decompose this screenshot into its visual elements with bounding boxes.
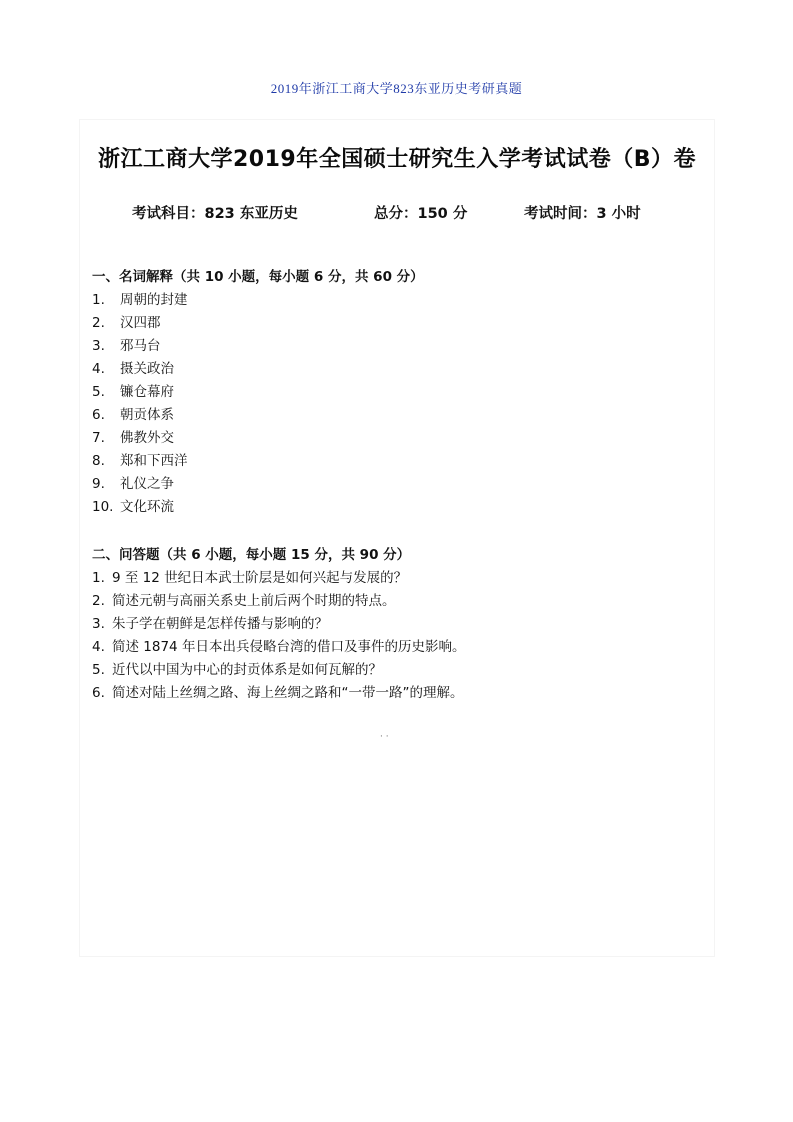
section-term-definitions bbox=[92, 266, 702, 519]
list-item bbox=[92, 636, 702, 659]
section-heading: 二、问答题（共 6 小题，每小题 15 分，共 90 分） bbox=[92, 547, 411, 563]
item-text: 简述 1874 年日本出兵侵略台湾的借口及事件的历史影响。 bbox=[112, 639, 466, 655]
item-text: 邪马台 bbox=[120, 338, 161, 354]
item-number: 2. bbox=[92, 593, 105, 609]
item-text: 文化环流 bbox=[120, 499, 174, 515]
item-number: 10. bbox=[92, 499, 114, 515]
list-item bbox=[92, 567, 702, 590]
item-text: 汉四郡 bbox=[120, 315, 161, 331]
item-text: 佛教外交 bbox=[120, 430, 174, 446]
item-number: 3. bbox=[92, 338, 105, 354]
list-item bbox=[92, 381, 702, 404]
item-number: 8. bbox=[92, 453, 105, 469]
item-text: 朱子学在朝鲜是怎样传播与影响的？ bbox=[112, 616, 328, 632]
exam-time: 考试时间：3 小时 bbox=[524, 206, 641, 222]
item-number: 6. bbox=[92, 407, 105, 423]
exam-subject: 考试科目：823 东亚历史 bbox=[132, 206, 298, 222]
item-number: 2. bbox=[92, 315, 105, 331]
item-number: 5. bbox=[92, 662, 105, 678]
list-item bbox=[92, 473, 702, 496]
item-number: 1. bbox=[92, 292, 105, 308]
item-text: 周朝的封建 bbox=[120, 292, 188, 308]
item-text: 简述对陆上丝绸之路、海上丝绸之路和“一带一路”的理解。 bbox=[112, 685, 464, 701]
list-item bbox=[92, 289, 702, 312]
list-item bbox=[92, 358, 702, 381]
item-number: 3. bbox=[92, 616, 105, 632]
list-item bbox=[92, 404, 702, 427]
section-heading: 一、名词解释（共 10 小题，每小题 6 分，共 60 分） bbox=[92, 269, 424, 285]
exam-title: 浙江工商大学2019年全国硕士研究生入学考试试卷（B）卷 bbox=[97, 147, 696, 172]
item-number: 5. bbox=[92, 384, 105, 400]
exam-paper-scan bbox=[80, 120, 714, 956]
item-text: 镰仓幕府 bbox=[120, 384, 174, 400]
item-number: 4. bbox=[92, 361, 105, 377]
item-number: 9. bbox=[92, 476, 105, 492]
item-number: 1. bbox=[92, 570, 105, 586]
item-text: 近代以中国为中心的封贡体系是如何瓦解的？ bbox=[112, 662, 382, 678]
list-item bbox=[92, 312, 702, 335]
item-text: 摄关政治 bbox=[120, 361, 174, 377]
list-item bbox=[92, 682, 702, 705]
list-item bbox=[92, 496, 702, 519]
list-item bbox=[92, 427, 702, 450]
scan-specks: · · bbox=[380, 732, 389, 742]
item-number: 7. bbox=[92, 430, 105, 446]
list-item bbox=[92, 659, 702, 682]
list-item bbox=[92, 590, 702, 613]
exam-total-score: 总分：150 分 bbox=[374, 206, 468, 222]
item-text: 朝贡体系 bbox=[120, 407, 174, 423]
item-text: 礼仪之争 bbox=[120, 476, 174, 492]
list-item bbox=[92, 613, 702, 636]
page-header-title: 2019年浙江工商大学823东亚历史考研真题 bbox=[270, 81, 523, 96]
item-text: 郑和下西洋 bbox=[120, 453, 188, 469]
section-short-answer bbox=[92, 544, 702, 705]
item-text: 9 至 12 世纪日本武士阶层是如何兴起与发展的？ bbox=[112, 570, 408, 586]
item-number: 4. bbox=[92, 639, 105, 655]
list-item bbox=[92, 450, 702, 473]
item-text: 简述元朝与高丽关系史上前后两个时期的特点。 bbox=[112, 593, 396, 609]
item-number: 6. bbox=[92, 685, 105, 701]
list-item bbox=[92, 335, 702, 358]
